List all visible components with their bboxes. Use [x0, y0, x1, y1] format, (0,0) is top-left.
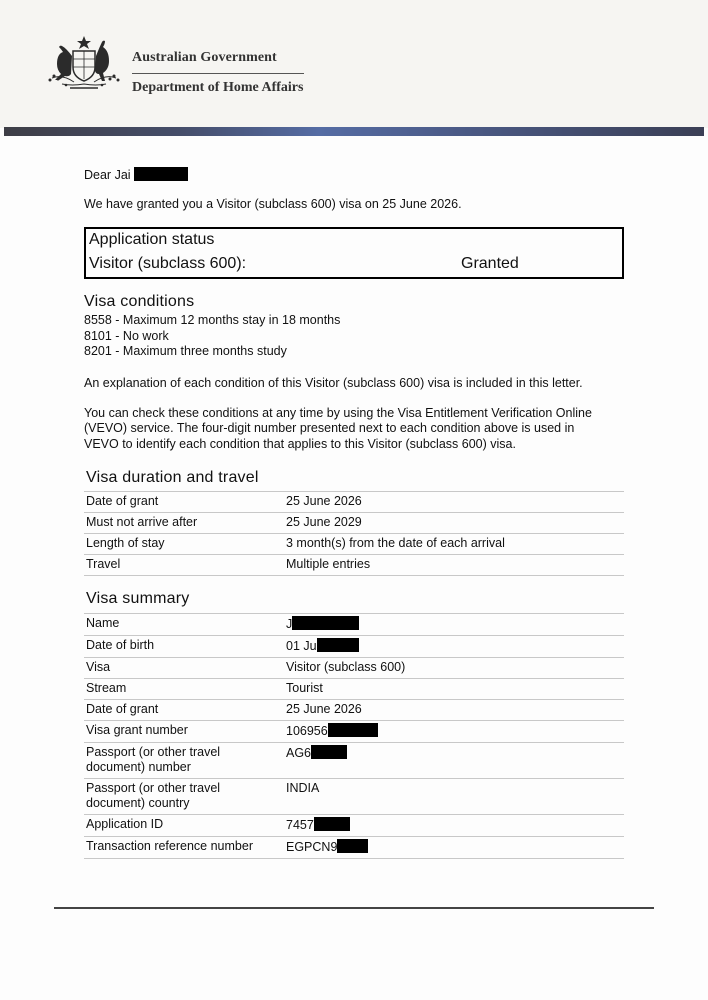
row-value — [284, 743, 624, 779]
status-value: Granted — [461, 255, 519, 272]
duration-table — [84, 491, 624, 576]
row-label: Date of birth — [84, 636, 284, 658]
status-title: Application status — [89, 231, 215, 248]
row-label: Stream — [84, 679, 284, 700]
row-label: Travel — [84, 555, 284, 576]
row-value: 25 June 2026 — [284, 700, 624, 721]
condition-item: 8101 - No work — [84, 329, 169, 343]
table-row — [84, 743, 624, 779]
value-text: AG6 — [286, 746, 312, 760]
table-row — [84, 513, 624, 534]
footer-divider — [54, 907, 654, 909]
row-value: Tourist — [284, 679, 624, 700]
vevo-paragraph-line: VEVO to identify each condition that applies to this Visitor (subclass 600) visa. — [84, 437, 516, 451]
row-value: Multiple entries — [284, 555, 624, 576]
duration-heading: Visa duration and travel — [86, 469, 259, 486]
conditions-explanation: An explanation of each condition of this Visitor (subclass 600) visa is included in this letter. — [84, 376, 583, 390]
australian-coat-of-arms-icon — [42, 34, 126, 94]
vevo-paragraph-line: (VEVO) service. The four-digit number presented next to each condition above is used in — [84, 421, 575, 435]
row-label: Must not arrive after — [84, 513, 284, 534]
row-value: 25 June 2029 — [284, 513, 624, 534]
summary-table — [84, 613, 624, 859]
row-value — [284, 815, 624, 837]
table-row — [84, 555, 624, 576]
redaction-bar — [328, 723, 378, 737]
grant-intro: We have granted you a Visitor (subclass 600) visa on 25 June 2026. — [84, 197, 462, 211]
row-value: 3 month(s) from the date of each arrival — [284, 534, 624, 555]
table-row — [84, 636, 624, 658]
table-row — [84, 721, 624, 743]
row-label: Date of grant — [84, 492, 284, 513]
row-label: Date of grant — [84, 700, 284, 721]
row-label: Application ID — [84, 815, 284, 837]
table-row — [84, 658, 624, 679]
row-value — [284, 721, 624, 743]
table-row — [84, 700, 624, 721]
header-band — [4, 127, 704, 136]
government-name: Australian Government — [132, 50, 277, 65]
summary-heading: Visa summary — [86, 590, 190, 607]
status-visa-label: Visitor (subclass 600): — [89, 255, 247, 272]
table-row — [84, 614, 624, 636]
table-row — [84, 837, 624, 859]
redaction-bar — [134, 167, 188, 181]
condition-item: 8201 - Maximum three months study — [84, 344, 287, 358]
row-label: Name — [84, 614, 284, 636]
wordmark-divider — [132, 73, 304, 74]
application-status-box — [84, 227, 624, 279]
salutation-text: Dear Jai — [84, 168, 131, 182]
redaction-bar — [337, 839, 368, 853]
condition-item: 8558 - Maximum 12 months stay in 18 months — [84, 313, 341, 327]
row-value: Visitor (subclass 600) — [284, 658, 624, 679]
row-label: Passport (or other travel document) country — [84, 779, 284, 815]
table-row — [84, 679, 624, 700]
redaction-bar — [317, 638, 359, 652]
row-label: Visa — [84, 658, 284, 679]
government-wordmark — [132, 50, 304, 96]
row-label: Transaction reference number — [84, 837, 284, 859]
row-value — [284, 636, 624, 658]
vevo-paragraph-line: You can check these conditions at any time by using the Visa Entitlement Verification Online — [84, 406, 592, 420]
table-row — [84, 492, 624, 513]
row-label: Length of stay — [84, 534, 284, 555]
conditions-heading: Visa conditions — [84, 293, 195, 310]
redaction-bar — [292, 616, 359, 630]
value-text: EGPCN9 — [286, 840, 338, 854]
value-text: J — [286, 617, 293, 631]
row-value — [284, 614, 624, 636]
row-value — [284, 837, 624, 859]
salutation — [84, 167, 188, 182]
department-name: Department of Home Affairs — [132, 80, 304, 95]
value-text: 106956 — [286, 724, 328, 738]
row-label: Visa grant number — [84, 721, 284, 743]
redaction-bar — [311, 745, 347, 759]
value-text: 7457 — [286, 818, 314, 832]
table-row — [84, 779, 624, 815]
row-value: INDIA — [284, 779, 624, 815]
value-text: 01 Ju — [286, 639, 317, 653]
letterhead — [0, 0, 708, 128]
table-row — [84, 815, 624, 837]
row-value: 25 June 2026 — [284, 492, 624, 513]
redaction-bar — [314, 817, 350, 831]
row-label: Passport (or other travel document) number — [84, 743, 284, 779]
table-row — [84, 534, 624, 555]
